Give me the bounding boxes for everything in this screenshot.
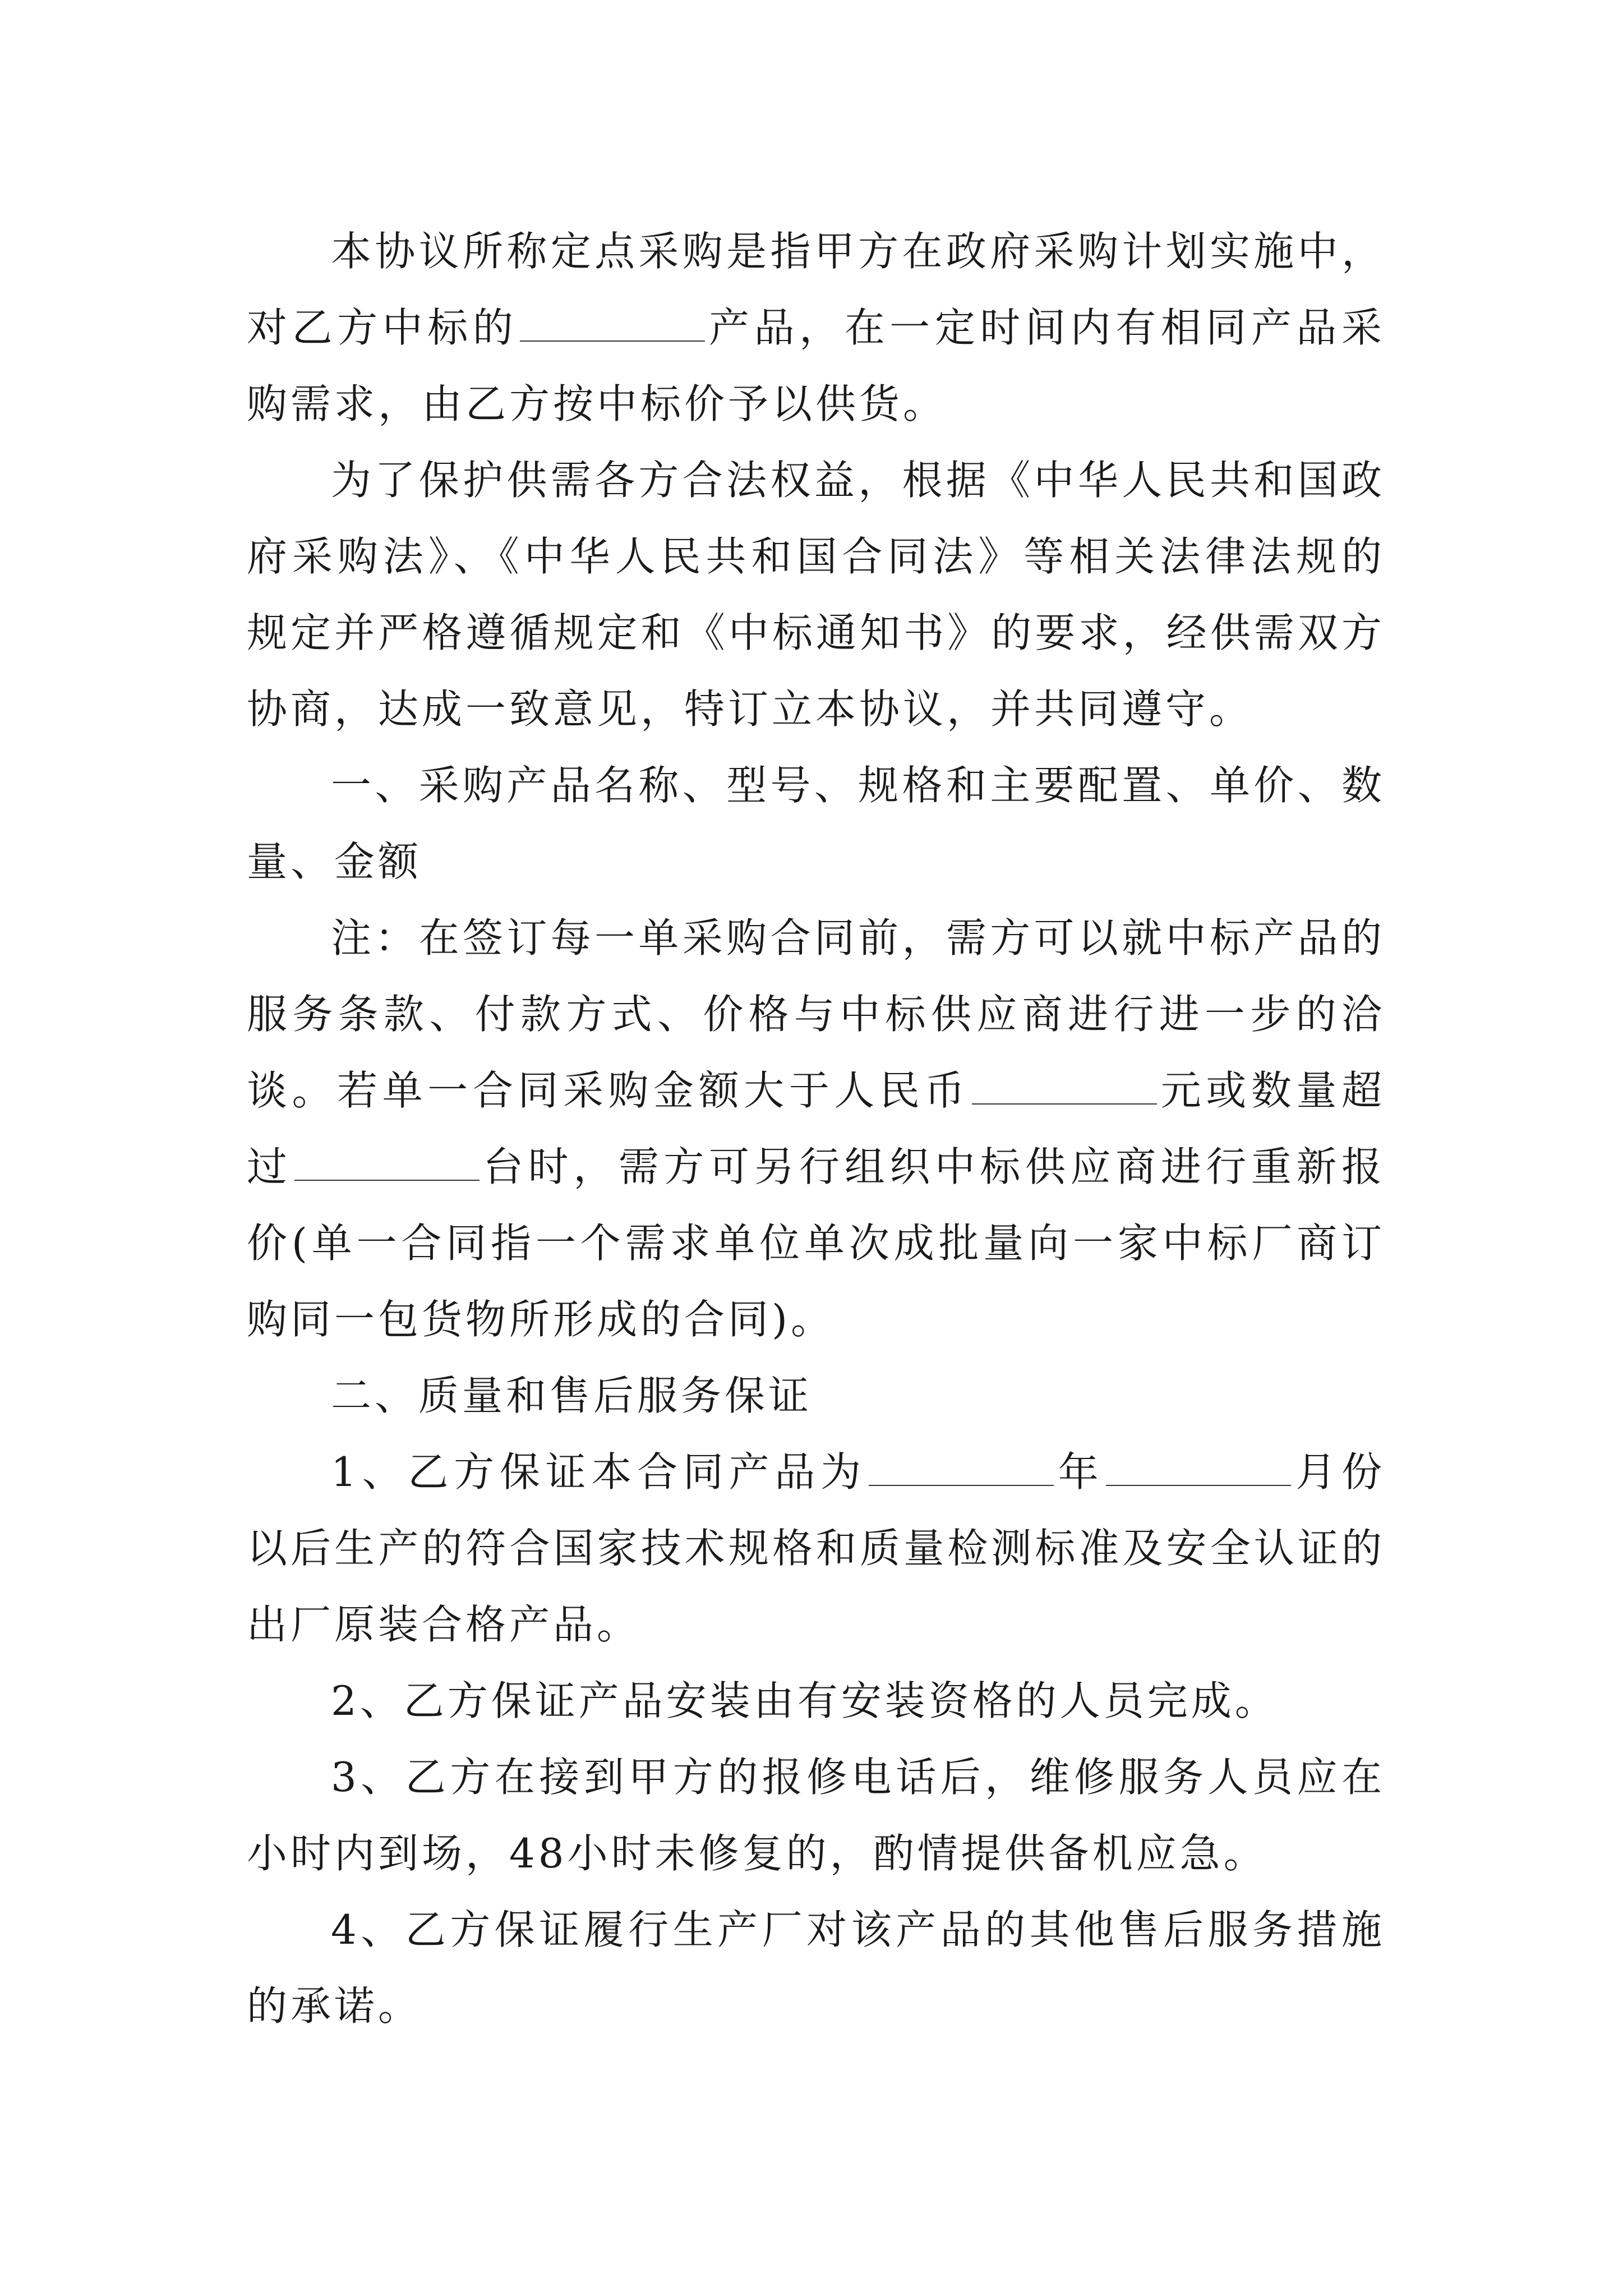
paragraph-text: 3、乙方在接到甲方的报修电话后，维修服务人员应在小时内到场，48小时未修复的，酌情提供备机应急。 xyxy=(247,1754,1385,1877)
year-blank-field[interactable] xyxy=(869,1446,1054,1486)
section-heading-quality xyxy=(247,1358,1385,1434)
product-blank-field[interactable] xyxy=(520,301,705,342)
paragraph-text: 为了保护供需各方合法权益，根据《中华人民共和国政府采购法》、《中华人民共和国合同法》等相关法律法规的规定并严格遵循规定和《中标通知书》的要求，经供需双方协商，达成一致意见，特订立本协议，并共同遵守。 xyxy=(247,457,1385,733)
paragraph-purpose xyxy=(247,442,1385,747)
amount-blank-field[interactable] xyxy=(972,1064,1157,1105)
paragraph-text: 台时，需方可另行组织中标供应商进行重新报价(单一合同指一个需求单位单次成批量向一家中标厂商订购同一包货物所形成的合同)。 xyxy=(247,1143,1385,1343)
month-blank-field[interactable] xyxy=(1106,1446,1291,1486)
paragraph-text: 1、乙方保证本合同产品为 xyxy=(331,1448,866,1496)
section-heading-products xyxy=(247,747,1385,900)
clause-1 xyxy=(247,1434,1385,1663)
paragraph-note xyxy=(247,900,1385,1358)
paragraph-text: 2、乙方保证产品安装由有安装资格的人员完成。 xyxy=(331,1677,1279,1724)
clause-4 xyxy=(247,1892,1385,2044)
paragraph-text: 产品，在一定时间内有相同产品采购需求，由乙方按中标价予以供货。 xyxy=(247,304,1385,427)
quantity-blank-field[interactable] xyxy=(294,1140,479,1181)
document-body xyxy=(247,213,1385,2044)
paragraph-text: 二、质量和售后服务保证 xyxy=(331,1372,813,1419)
paragraph-text: 元或数量超过 xyxy=(247,1067,1385,1190)
clause-3 xyxy=(247,1739,1385,1892)
paragraph-text: 本协议所称定点采购是指甲方在政府采购计划实施中，对乙方中标的 xyxy=(247,228,1385,351)
paragraph-text: 年 xyxy=(1055,1448,1104,1496)
paragraph-text: 4、乙方保证履行生产厂对该产品的其他售后服务措施的承诺。 xyxy=(247,1906,1385,2030)
paragraph-text: 注：在签订每一单采购合同前，需方可以就中标产品的服务条款、付款方式、价格与中标供应商进行进一步的洽谈。若单一合同采购金额大于人民币 xyxy=(247,914,1385,1114)
paragraph-text: 一、采购产品名称、型号、规格和主要配置、单价、数量、金额 xyxy=(247,762,1385,885)
paragraph-text: 月份以后生产的符合国家技术规格和质量检测标准及安全认证的出厂原装合格产品。 xyxy=(247,1448,1385,1648)
clause-2 xyxy=(247,1663,1385,1739)
paragraph-definition xyxy=(247,213,1385,442)
